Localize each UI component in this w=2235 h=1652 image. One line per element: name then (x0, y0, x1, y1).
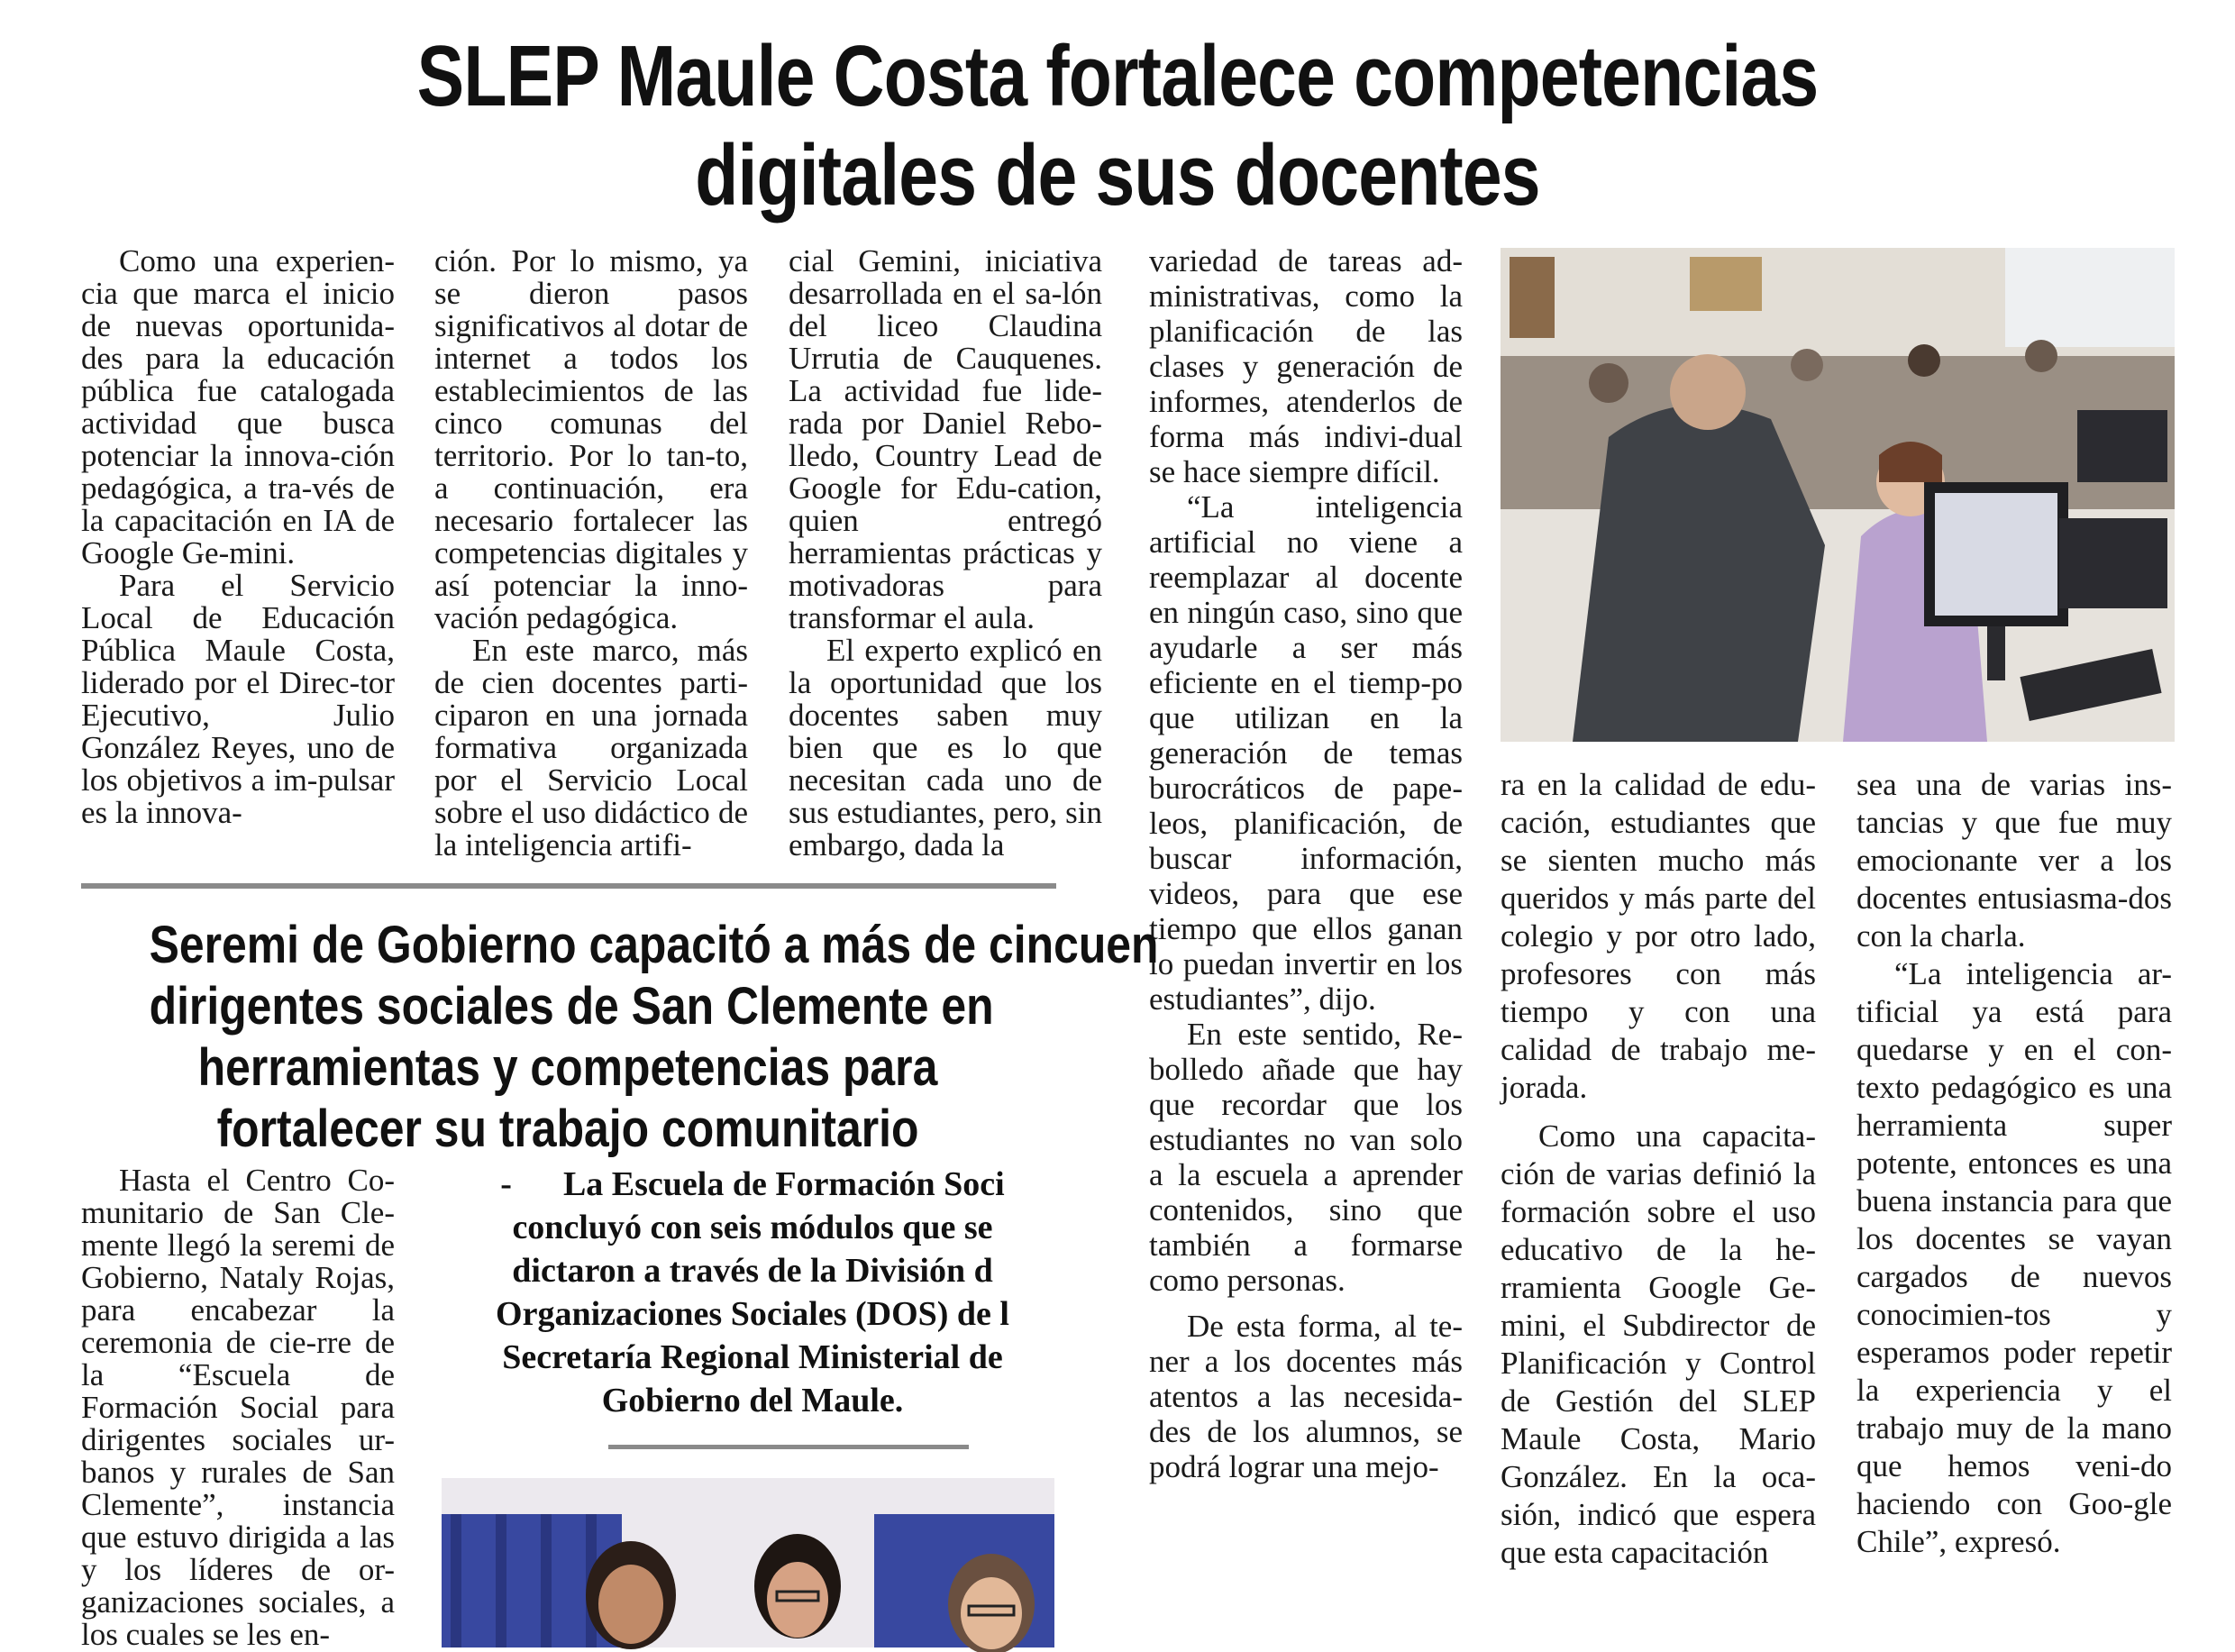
paragraph: Hasta el Centro Co-munitario de San Cle-mente llegó la seremi de Gobierno, Nataly Rojas, para encabezar la ceremonia de cie-rre de la “Escuela de Formación Social para dirigentes sociales ur-banos y rurales de San Clemente”, instancia que estuvo dirigida a las y los líderes de or-ganizaciones sociales, a los cuales se les en- (81, 1163, 395, 1652)
paragraph: En este marco, más de cien docentes parti-ciparon en una jornada formativa organizada por el Servicio Local sobre el uso didáctico de la inteligencia artifi- (434, 633, 748, 863)
paragraph: cial Gemini, iniciativa desarrollada en el sa-lón del liceo Claudina Urrutia de Cauquenes. La actividad fue lide-rada por Daniel Rebo-lledo, Country Lead de Google for Edu-cation, quien entregó herramientas prácticas y motivadoras para transformar el aula. (789, 243, 1102, 635)
main-article-column-5 (1501, 766, 1816, 1572)
second-headline-line-2: dirigentes sociales de San Clemente en (149, 977, 994, 1036)
section-divider (81, 883, 1056, 889)
main-article-column-6 (1856, 766, 2172, 1561)
paragraph: “La inteligencia artificial no viene a reemplazar al docente en ningún caso, sino que ayudarle a ser más eficiente en el tiemp-po que utilizan en la generación de temas burocráticos de pape-leos, planificación, de buscar información, videos, para que ese tiempo que ellos ganan lo puedan invertir en los estudiantes”, dijo. (1149, 489, 1463, 1017)
lead-divider (608, 1445, 969, 1449)
main-article-column-2 (434, 245, 748, 862)
second-article-lead-line: concluyó con seis módulos que se (512, 1209, 993, 1246)
second-article-lead-line: Secretaría Regional Ministerial de (502, 1338, 1003, 1376)
paragraph: ra en la calidad de edu-cación, estudiantes que se sienten mucho más queridos y más parte del colegio y por otro lado, profesores con más tiempo y con una calidad de trabajo me-jorada. (1501, 767, 1816, 1105)
paragraph: De esta forma, al te-ner a los docentes más atentos a las necesida-des de los alumnos, se podrá lograr una mejo- (1149, 1309, 1463, 1484)
second-article-lead-line: Gobierno del Maule. (601, 1382, 904, 1419)
second-article-lead-line: - La Escuela de Formación Soci (500, 1165, 1005, 1203)
main-headline-line-2: digitales de sus docentes (695, 127, 1540, 224)
main-article-column-1 (81, 245, 395, 829)
paragraph: En este sentido, Re-bolledo añade que hay que recordar que los estudiantes no van solo a la escuela a aprender contenidos, sino que también a formarse como personas. (1149, 1017, 1463, 1298)
paragraph: Como una experien-cia que marca el inicio de nuevas oportunida-des para la educación pública fue catalogada actividad que busca potenciar la innova-ción pedagógica, a tra-vés de la capacitación en IA de Google Ge-mini. (81, 243, 395, 570)
paragraph: “La inteligencia ar-tificial ya está para quedarse y en el con-texto pedagógico es una herramienta super potente, entonces es una buena instancia para que los docentes se vayan cargados de nuevos conocimien-tos y esperamos poder repetir la experiencia y el trabajo muy de la mano que hemos veni-do haciendo con Goo-gle Chile”, expresó. (1856, 956, 2172, 1559)
second-article-lead-line: Organizaciones Sociales (DOS) de l (496, 1295, 1009, 1333)
second-headline-line-3: herramientas y competencias para (197, 1038, 938, 1097)
main-headline-line-1: SLEP Maule Costa fortalece competencias (416, 28, 1819, 124)
paragraph: El experto explicó en la oportunidad que los docentes saben muy bien que es lo que necesitan cada uno de sus estudiantes, pero, sin embargo, dada la (789, 633, 1102, 863)
main-article-column-3 (789, 245, 1102, 862)
second-headline-line-4: fortalecer su trabajo comunitario (216, 1100, 919, 1158)
main-article-column-4 (1149, 243, 1463, 1484)
paragraph: variedad de tareas ad-ministrativas, como la planificación de las clases y generación de informes, atenderlos de forma más indivi-dual se hace siempre difícil. (1149, 243, 1463, 489)
community-photo (442, 1478, 1054, 1647)
second-article-lead-line: dictaron a través de la División d (512, 1252, 993, 1290)
second-article-body (81, 1164, 395, 1651)
paragraph: Para el Servicio Local de Educación Pública Maule Costa, liderado por el Direc-tor Ejecutivo, Julio González Reyes, uno de los objetivos a im-pulsar es la innova- (81, 568, 395, 830)
second-headline-line-1: Seremi de Gobierno capacitó a más de cincuen (149, 916, 1159, 974)
paragraph: Como una capacita-ción de varias definió la formación sobre el uso educativo de la he-rramienta Google Ge-mini, el Subdirector de Planificación y Control de Gestión del SLEP Maule Costa, Mario González. En la oca-sión, indicó que espera que esta capacitación (1501, 1118, 1816, 1570)
classroom-photo (1501, 248, 2175, 742)
paragraph: ción. Por lo mismo, ya se dieron pasos significativos al dotar de internet a todos los establecimientos de las cinco comunas del territorio. Por lo tan-to, a continuación, era necesario fortalecer las competencias digitales y así potenciar la inno-vación pedagógica. (434, 243, 748, 635)
paragraph: sea una de varias ins-tancias y que fue muy emocionante ver a los docentes entusiasma-dos con la charla. (1856, 767, 2172, 954)
